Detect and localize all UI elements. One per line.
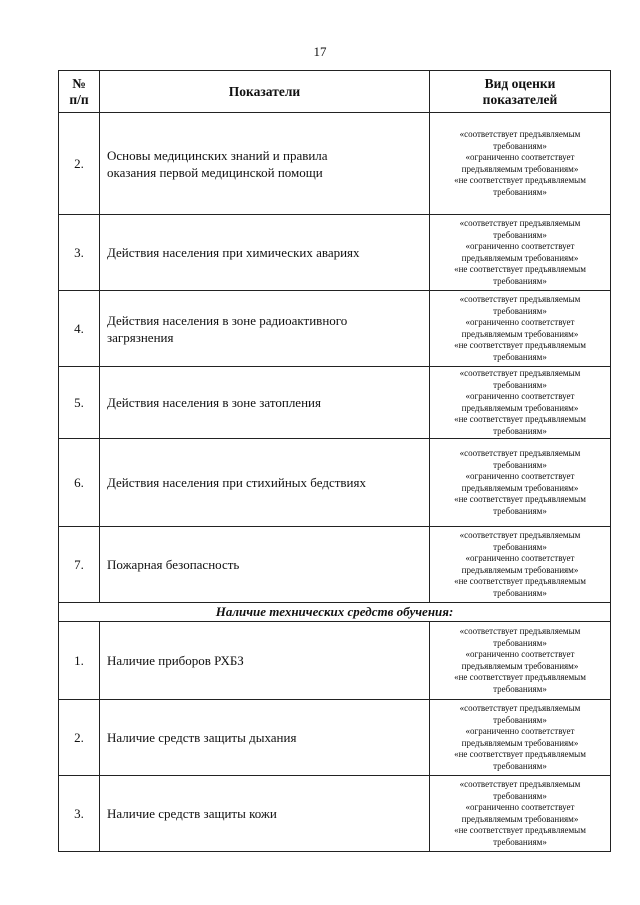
indicator-line: загрязнения xyxy=(107,329,174,345)
evaluation-option-line: «соответствует предъявляемым xyxy=(459,779,581,789)
evaluation-options xyxy=(430,776,611,852)
table-row xyxy=(59,367,611,439)
section-title: Наличие технических средств обучения: xyxy=(59,603,611,622)
evaluation-option-line: требованиям» xyxy=(493,836,547,847)
evaluation-options xyxy=(430,439,611,527)
header-number xyxy=(59,71,100,113)
evaluation-options xyxy=(430,700,611,776)
evaluation-option-line: предъявляемым требованиям» xyxy=(461,482,579,493)
evaluation-option-line: «соответствует предъявляемым xyxy=(459,448,581,458)
indicator-line: Действия населения в зоне радиоактивного xyxy=(107,312,348,328)
evaluation-option-line: требованиям» xyxy=(493,229,547,240)
evaluation-option-line: предъявляемым требованиям» xyxy=(461,328,579,339)
row-number: 5. xyxy=(59,367,100,439)
evaluation-option-line: предъявляемым требованиям» xyxy=(461,813,579,824)
evaluation-option-line: требованиям» xyxy=(493,790,547,801)
table-header-row xyxy=(59,71,611,113)
row-number: 6. xyxy=(59,439,100,527)
header-number-symbol: № xyxy=(72,75,86,91)
evaluation-option-line: «не соответствует предъявляемым xyxy=(454,264,586,274)
evaluation-option-line: «соответствует предъявляемым xyxy=(459,530,581,540)
evaluation-option-line: требованиям» xyxy=(493,305,547,316)
section-row xyxy=(59,603,611,622)
evaluation-option-line: требованиям» xyxy=(493,379,547,390)
evaluation-options xyxy=(430,527,611,603)
evaluation-options xyxy=(430,622,611,700)
indicator-line: Наличие приборов РХБЗ xyxy=(107,653,244,668)
indicator-line: Действия населения при стихийных бедствиях xyxy=(107,475,366,490)
table-row xyxy=(59,291,611,367)
evaluation-option-line: «не соответствует предъявляемым xyxy=(454,825,586,835)
evaluation-option-line: «не соответствует предъявляемым xyxy=(454,749,586,759)
header-evaluation-line1: Вид оценки xyxy=(484,75,556,91)
evaluation-option-line: требованиям» xyxy=(493,683,547,694)
evaluation-option-line: предъявляемым требованиям» xyxy=(461,660,579,671)
table-row xyxy=(59,700,611,776)
evaluation-options xyxy=(430,215,611,291)
indicator-text xyxy=(100,776,430,852)
evaluation-option-line: предъявляемым требованиям» xyxy=(461,564,579,575)
evaluation-option-line: «не соответствует предъявляемым xyxy=(454,576,586,586)
indicator-text xyxy=(100,367,430,439)
evaluation-option-line: предъявляемым требованиям» xyxy=(461,252,579,263)
evaluation-options xyxy=(430,113,611,215)
indicator-line: Наличие средств защиты дыхания xyxy=(107,730,297,745)
evaluation-option-line: «не соответствует предъявляемым xyxy=(454,340,586,350)
evaluation-option-line: требованиям» xyxy=(493,760,547,771)
evaluation-option-line: требованиям» xyxy=(493,587,547,598)
table-row xyxy=(59,527,611,603)
indicator-line: Основы медицинских знаний и правила xyxy=(107,147,328,163)
table-row xyxy=(59,215,611,291)
evaluation-option-line: требованиям» xyxy=(493,140,547,151)
evaluation-option-line: «не соответствует предъявляемым xyxy=(454,494,586,504)
evaluation-option-line: «ограниченно соответствует xyxy=(465,152,575,162)
indicator-text xyxy=(100,439,430,527)
evaluation-option-line: «не соответствует предъявляемым xyxy=(454,414,586,424)
evaluation-option-line: «ограниченно соответствует xyxy=(465,317,575,327)
evaluation-option-line: «ограниченно соответствует xyxy=(465,391,575,401)
evaluation-option-line: «не соответствует предъявляемым xyxy=(454,175,586,185)
indicator-line: Наличие средств защиты кожи xyxy=(107,806,277,821)
page-number: 17 xyxy=(313,44,327,59)
evaluation-option-line: требованиям» xyxy=(493,351,547,362)
evaluation-option-line: требованиям» xyxy=(493,541,547,552)
table-row xyxy=(59,776,611,852)
evaluation-option-line: требованиям» xyxy=(493,275,547,286)
evaluation-option-line: предъявляемым требованиям» xyxy=(461,402,579,413)
row-number: 7. xyxy=(59,527,100,603)
evaluation-option-line: «соответствует предъявляемым xyxy=(459,129,581,139)
evaluation-option-line: «ограниченно соответствует xyxy=(465,726,575,736)
evaluation-option-line: «ограниченно соответствует xyxy=(465,471,575,481)
evaluation-option-line: «ограниченно соответствует xyxy=(465,553,575,563)
header-evaluation xyxy=(430,71,611,113)
indicator-text xyxy=(100,700,430,776)
table-row xyxy=(59,113,611,215)
evaluation-option-line: требованиям» xyxy=(493,186,547,197)
table-row xyxy=(59,622,611,700)
table-row xyxy=(59,439,611,527)
row-number: 2. xyxy=(59,700,100,776)
evaluation-option-line: «соответствует предъявляемым xyxy=(459,626,581,636)
header-evaluation-line2: показателей xyxy=(482,91,558,107)
indicator-text xyxy=(100,291,430,367)
header-indicators: Показатели xyxy=(100,71,430,113)
evaluation-option-line: «соответствует предъявляемым xyxy=(459,703,581,713)
row-number: 1. xyxy=(59,622,100,700)
evaluation-option-line: «ограниченно соответствует xyxy=(465,802,575,812)
row-number: 4. xyxy=(59,291,100,367)
evaluation-option-line: «соответствует предъявляемым xyxy=(459,218,581,228)
indicator-text xyxy=(100,527,430,603)
indicator-text xyxy=(100,215,430,291)
evaluation-option-line: требованиям» xyxy=(493,505,547,516)
row-number: 3. xyxy=(59,215,100,291)
evaluation-options xyxy=(430,291,611,367)
evaluation-option-line: требованиям» xyxy=(493,459,547,470)
row-number: 3. xyxy=(59,776,100,852)
indicator-line: Действия населения при химических авариях xyxy=(107,245,360,260)
indicator-text xyxy=(100,622,430,700)
evaluation-option-line: «не соответствует предъявляемым xyxy=(454,672,586,682)
evaluation-option-line: предъявляемым требованиям» xyxy=(461,737,579,748)
evaluation-option-line: требованиям» xyxy=(493,425,547,436)
evaluation-option-line: предъявляемым требованиям» xyxy=(461,163,579,174)
evaluation-option-line: «ограниченно соответствует xyxy=(465,649,575,659)
evaluation-option-line: требованиям» xyxy=(493,714,547,725)
evaluation-option-line: требованиям» xyxy=(493,637,547,648)
evaluation-options xyxy=(430,367,611,439)
evaluation-option-line: «соответствует предъявляемым xyxy=(459,294,581,304)
indicator-line: Действия населения в зоне затопления xyxy=(107,395,321,410)
indicator-text xyxy=(100,113,430,215)
evaluation-option-line: «ограниченно соответствует xyxy=(465,241,575,251)
indicator-line: оказания первой медицинской помощи xyxy=(107,164,323,180)
row-number: 2. xyxy=(59,113,100,215)
indicator-line: Пожарная безопасность xyxy=(107,557,240,572)
evaluation-option-line: «соответствует предъявляемым xyxy=(459,368,581,378)
header-number-abbr: п/п xyxy=(69,91,89,107)
indicators-table xyxy=(58,70,611,852)
